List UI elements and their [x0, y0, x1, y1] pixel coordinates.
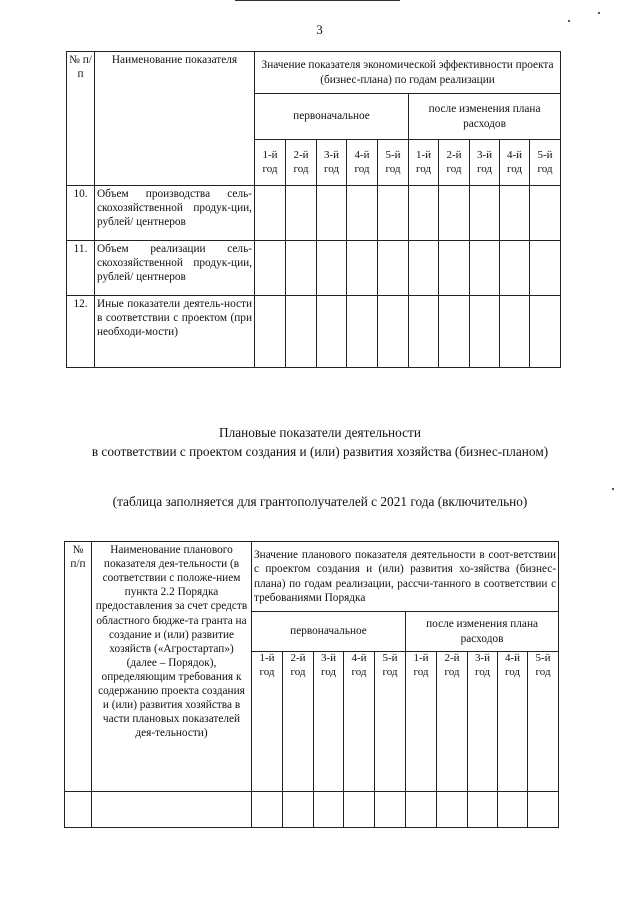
year-header: 4-й год: [344, 652, 375, 792]
row-name: Объем реализации сель-скохозяйственной продук-ции, рублей/ центнеров: [95, 241, 255, 296]
value-cell[interactable]: [255, 186, 286, 241]
value-cell[interactable]: [252, 792, 283, 828]
table-row: [67, 296, 561, 368]
value-cell[interactable]: [317, 186, 347, 241]
value-cell[interactable]: [468, 792, 498, 828]
section-note: (таблица заполняется для грантополучателей с 2021 года (включительно): [112, 494, 528, 509]
year-header: 4-й год: [500, 140, 530, 186]
value-cell[interactable]: [439, 241, 470, 296]
header-name: Наименование планового показателя дея-тельности (в соответствии с положе-нием пункта 2.2 Порядка предоставления за счет средств областного бюдже-та гранта на создание и (или) развитие хозяйств («Агростартап») (далее – Порядок), определяющим требования к содержанию проекта создания и (или) развития хозяйства в части плановых показателей дея-тельности): [92, 542, 252, 792]
planned-indicators-table: [64, 541, 559, 828]
value-cell[interactable]: [347, 241, 378, 296]
page-number: 3: [316, 22, 323, 37]
year-header: 5-й год: [530, 140, 561, 186]
value-cell[interactable]: [347, 296, 378, 368]
year-header: 3-й год: [468, 652, 498, 792]
economic-efficiency-table: [66, 51, 561, 368]
scan-speck: [598, 12, 600, 14]
value-cell[interactable]: [439, 186, 470, 241]
value-cell[interactable]: [314, 792, 344, 828]
year-header: 2-й год: [437, 652, 468, 792]
table-row: [67, 186, 561, 241]
year-header: 1-й год: [406, 652, 437, 792]
value-cell[interactable]: [255, 241, 286, 296]
value-cell[interactable]: [500, 241, 530, 296]
value-cell[interactable]: [286, 186, 317, 241]
value-cell[interactable]: [283, 792, 314, 828]
row-num: 12.: [67, 296, 95, 368]
value-cell[interactable]: [500, 186, 530, 241]
value-cell[interactable]: [470, 241, 500, 296]
year-header: 1-й год: [409, 140, 439, 186]
year-header: 2-й год: [286, 140, 317, 186]
row-name: Объем производства сель-скохозяйственной продук-ции, рублей/ центнеров: [95, 186, 255, 241]
row-num-cell[interactable]: [65, 792, 92, 828]
header-after-change: после изменения плана расходов: [406, 612, 559, 652]
value-cell[interactable]: [255, 296, 286, 368]
value-cell[interactable]: [378, 241, 409, 296]
value-cell[interactable]: [409, 296, 439, 368]
row-num: 10.: [67, 186, 95, 241]
header-num: № п/п: [67, 52, 95, 186]
row-name-cell[interactable]: [92, 792, 252, 828]
value-cell[interactable]: [317, 296, 347, 368]
year-header: 1-й год: [252, 652, 283, 792]
value-cell[interactable]: [500, 296, 530, 368]
year-header: 3-й год: [317, 140, 347, 186]
header-initial: первоначальное: [255, 94, 409, 140]
year-header: 2-й год: [283, 652, 314, 792]
row-name: Иные показатели деятель-ности в соответствии с проектом (при необходи-мости): [95, 296, 255, 368]
year-header: 3-й год: [314, 652, 344, 792]
year-header: 4-й год: [498, 652, 528, 792]
value-cell[interactable]: [498, 792, 528, 828]
value-cell[interactable]: [530, 186, 561, 241]
value-cell[interactable]: [286, 241, 317, 296]
value-cell[interactable]: [375, 792, 406, 828]
section-title-2: в соответствии с проектом создания и (или) развития хозяйства (бизнес-планом): [91, 444, 549, 459]
scan-speck: [612, 488, 614, 490]
value-cell[interactable]: [439, 296, 470, 368]
value-cell[interactable]: [409, 241, 439, 296]
value-cell[interactable]: [378, 186, 409, 241]
value-cell[interactable]: [406, 792, 437, 828]
section-title-1: Плановые показатели деятельности: [219, 425, 421, 440]
table-row: [67, 241, 561, 296]
header-num: № п/п: [65, 542, 92, 792]
value-cell[interactable]: [347, 186, 378, 241]
value-cell[interactable]: [286, 296, 317, 368]
year-header: 3-й год: [470, 140, 500, 186]
value-cell[interactable]: [530, 241, 561, 296]
year-header: 4-й год: [347, 140, 378, 186]
row-num: 11.: [67, 241, 95, 296]
header-value: Значение показателя экономической эффективности проекта (бизнес-плана) по годам реализации: [255, 52, 561, 94]
year-header: 5-й год: [528, 652, 559, 792]
table-row: [65, 792, 559, 828]
year-header: 2-й год: [439, 140, 470, 186]
year-header: 5-й год: [375, 652, 406, 792]
value-cell[interactable]: [470, 186, 500, 241]
value-cell[interactable]: [530, 296, 561, 368]
value-cell[interactable]: [409, 186, 439, 241]
header-after-change: после изменения плана расходов: [409, 94, 561, 140]
value-cell[interactable]: [470, 296, 500, 368]
value-cell[interactable]: [344, 792, 375, 828]
value-cell[interactable]: [528, 792, 559, 828]
value-cell[interactable]: [437, 792, 468, 828]
value-cell[interactable]: [317, 241, 347, 296]
top-edge-line: [235, 0, 400, 1]
year-header: 1-й год: [255, 140, 286, 186]
header-name: Наименование показателя: [95, 52, 255, 186]
header-value: Значение планового показателя деятельности в соот-ветствии с проектом создания и (или) развития хо-зяйства (бизнес-плана) по годам реализации, рассчи-танного в соответствии с требованиями Порядка: [252, 542, 559, 612]
header-initial: первоначальное: [252, 612, 406, 652]
year-header: 5-й год: [378, 140, 409, 186]
value-cell[interactable]: [378, 296, 409, 368]
